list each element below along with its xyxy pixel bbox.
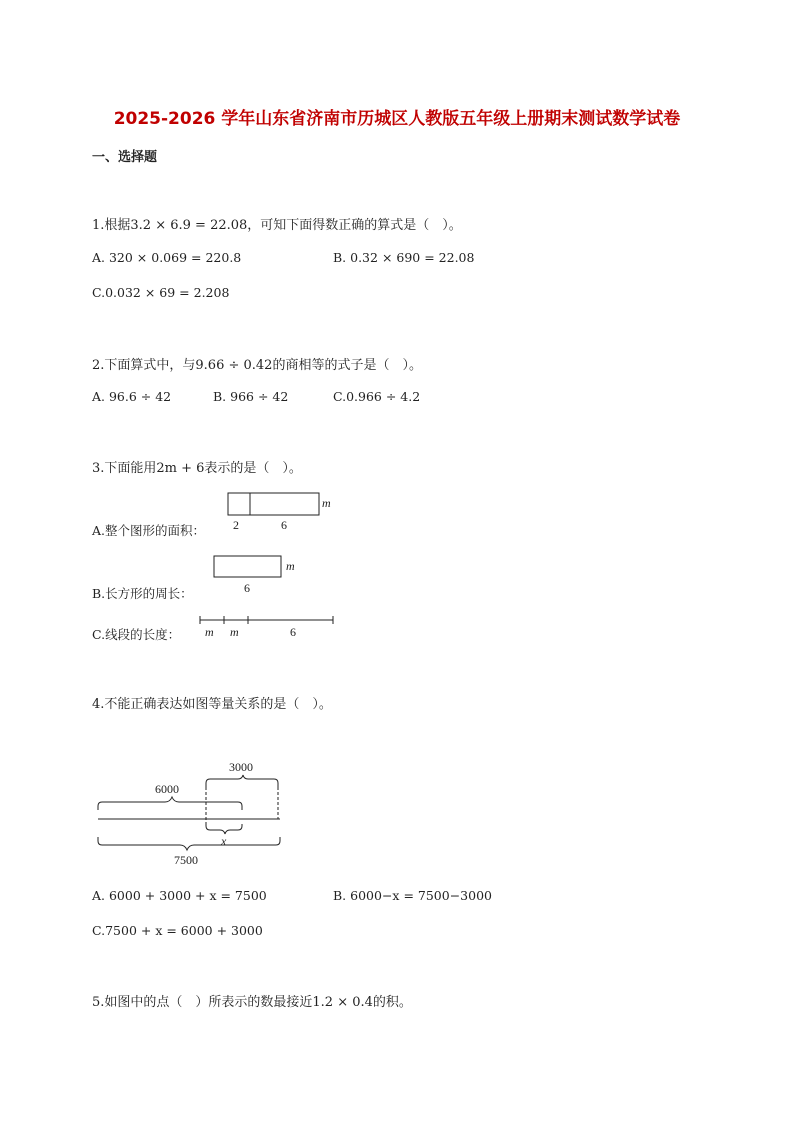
question-1-option-c: C.0.032 × 69 = 2.208 (92, 285, 230, 300)
fig-c-seg1-label: m (205, 625, 214, 639)
fig4-label-3000: 3000 (229, 760, 253, 774)
fig4-label-x: x (221, 834, 227, 848)
fig-c-seg2-label: m (230, 625, 239, 639)
fig-a-side-label: m (322, 496, 331, 510)
question-2-option-a: A. 96.6 ÷ 42 (92, 389, 172, 404)
page-title: 2025-2026 学年山东省济南市历城区人教版五年级上册期末测试数学试卷 (113, 109, 681, 129)
question-3-stem: 3.下面能用2m + 6表示的是（ ）。 (92, 461, 302, 476)
question-2-option-b: B. 966 ÷ 42 (213, 389, 289, 404)
section-heading: 一、选择题 (92, 150, 158, 165)
question-1-option-a: A. 320 × 0.069 = 220.8 (92, 250, 242, 265)
question-4-option-c: C.7500 + x = 6000 + 3000 (92, 923, 263, 938)
question-1-option-b: B. 0.32 × 690 = 22.08 (333, 250, 475, 265)
fig-a-left-label: 2 (233, 518, 239, 532)
question-3-option-b: B.长方形的周长： (92, 586, 193, 601)
question-4-option-b: B. 6000−x = 7500−3000 (333, 888, 492, 903)
question-3-option-a: A.整个图形的面积： (92, 523, 206, 538)
question-2-option-c: C.0.966 ÷ 4.2 (333, 389, 421, 404)
fig-c-seg3-label: 6 (290, 625, 296, 639)
fig4-label-7500: 7500 (174, 853, 198, 867)
question-5-stem: 5.如图中的点（ ）所表示的数最接近1.2 × 0.4的积。 (92, 995, 412, 1010)
question-1-stem: 1.根据3.2 × 6.9 = 22.08，可知下面得数正确的算式是（ ）。 (92, 218, 462, 233)
fig-b-bottom-label: 6 (244, 581, 250, 595)
question-4-stem: 4.不能正确表达如图等量关系的是（ ）。 (92, 697, 332, 712)
fig4-label-6000: 6000 (155, 782, 179, 796)
fig4-bracket-6000 (98, 797, 242, 810)
fig4-bracket-7500 (98, 837, 280, 850)
fig4-bracket-3000 (206, 775, 278, 787)
question-2-stem: 2.下面算式中，与9.66 ÷ 0.42的商相等的式子是（ ）。 (92, 358, 422, 373)
fig4-bracket-x (206, 824, 242, 834)
fig-a-right-label: 6 (281, 518, 287, 532)
fig-b-side-label: m (286, 559, 295, 573)
question-4-option-a: A. 6000 + 3000 + x = 7500 (92, 888, 267, 903)
question-3-option-c: C.线段的长度： (92, 627, 181, 642)
